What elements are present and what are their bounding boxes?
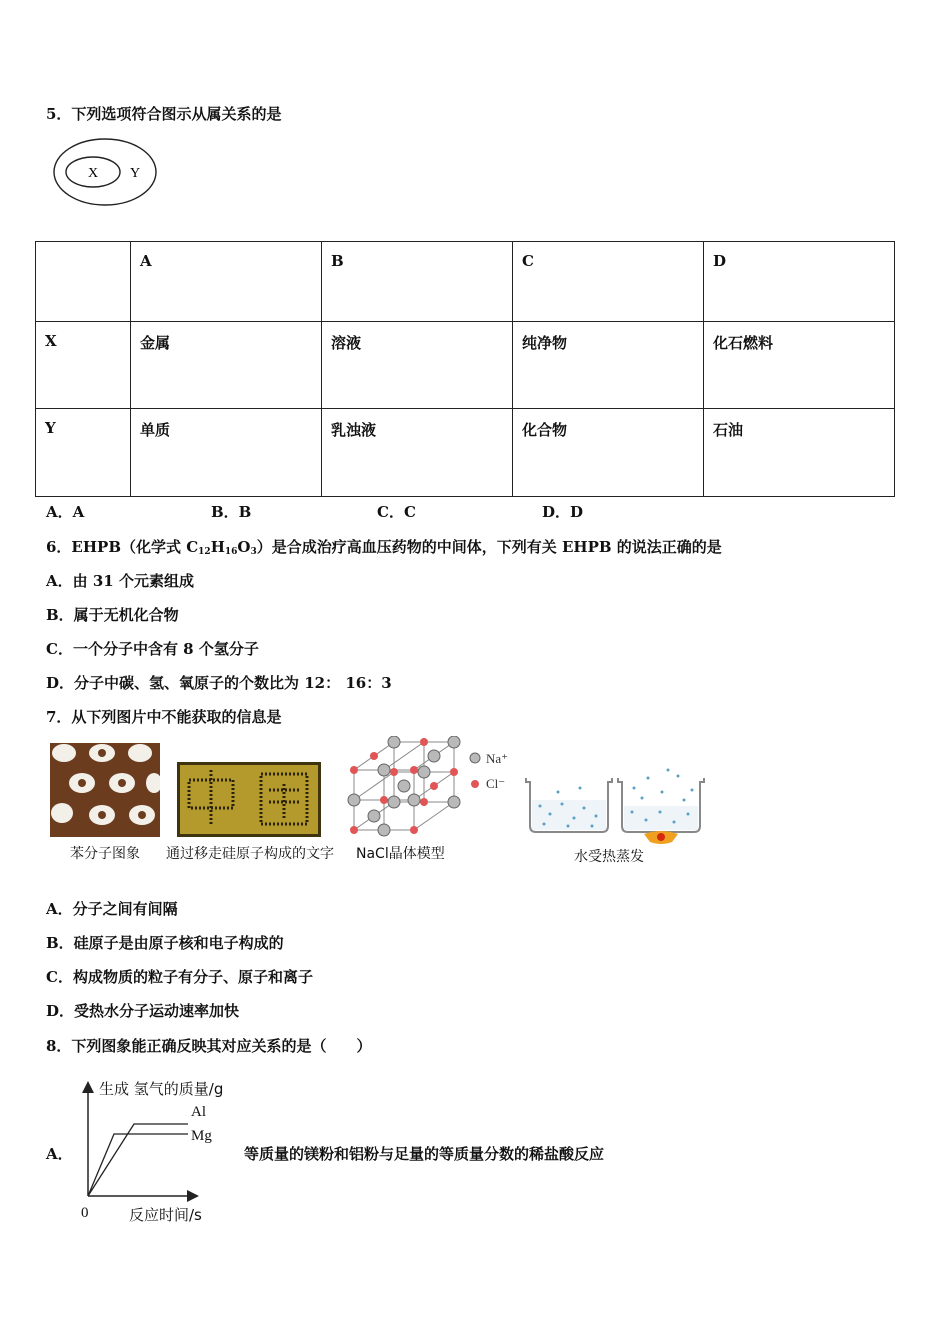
q5-options-table bbox=[35, 241, 895, 497]
choice-a[interactable]: A．A bbox=[46, 503, 85, 521]
caption-silicon: 通过移走硅原子构成的文字 bbox=[166, 846, 334, 862]
q7-option-b[interactable]: B．硅原子是由原子核和电子构成的 bbox=[46, 934, 284, 952]
q6-stem: 6．EHPB（化学式 $C_{12}H_{16}O_3$）是合成治疗高血压药物的中间体，下列有关 EHPB 的说法正确的是 bbox=[46, 538, 722, 557]
table-cell: 化合物 bbox=[513, 409, 704, 497]
venn-x-label: X bbox=[88, 166, 99, 181]
table-cell: D bbox=[704, 242, 895, 322]
nacl-crystal-model bbox=[344, 736, 516, 842]
graph-xlabel: 反应时间/s bbox=[129, 1206, 202, 1224]
graph-ylabel: 生成 氢气的质量/g bbox=[99, 1080, 224, 1098]
benzene-molecule-image bbox=[50, 743, 160, 837]
caption-nacl: NaCl晶体模型 bbox=[356, 846, 445, 862]
choice-c[interactable]: C．C bbox=[377, 503, 416, 521]
graph-mg-label: Mg bbox=[191, 1128, 212, 1144]
table-cell: 单质 bbox=[131, 409, 322, 497]
table-cell: A bbox=[131, 242, 322, 322]
table-cell: 金属 bbox=[131, 321, 322, 409]
table-cell: 溶液 bbox=[322, 321, 513, 409]
q6-option-c[interactable]: C．一个分子中含有 8 个氢分子 bbox=[46, 640, 259, 658]
q7-stem: 7．从下列图片中不能获取的信息是 bbox=[46, 708, 282, 726]
venn-y-label: Y bbox=[130, 166, 141, 181]
cl-legend-label: Cl⁻ bbox=[486, 776, 506, 791]
mg-line bbox=[88, 1134, 188, 1196]
graph-origin: 0 bbox=[81, 1205, 89, 1221]
table-header-row bbox=[36, 242, 895, 322]
q6-option-b[interactable]: B．属于无机化合物 bbox=[46, 606, 179, 624]
q7-option-a[interactable]: A．分子之间有间隔 bbox=[46, 900, 178, 918]
graph-al-label: Al bbox=[191, 1104, 206, 1120]
water-evaporation-image bbox=[522, 766, 708, 846]
q5-stem: 5．下列选项符合图示从属关系的是 bbox=[46, 105, 282, 123]
table-row bbox=[36, 321, 895, 409]
q7-option-d[interactable]: D．受热水分子运动速率加快 bbox=[46, 1002, 240, 1020]
venn-diagram bbox=[52, 138, 162, 210]
q8-option-a-text: 等质量的镁粉和铝粉与足量的等质量分数的稀盐酸反应 bbox=[244, 1145, 605, 1163]
table-cell: B bbox=[322, 242, 513, 322]
table-cell: 化石燃料 bbox=[704, 321, 895, 409]
caption-water: 水受热蒸发 bbox=[574, 849, 644, 865]
table-cell: C bbox=[513, 242, 704, 322]
q6-option-d[interactable]: D．分子中碳、氢、氧原子的个数比为 12： 16：3 bbox=[46, 674, 392, 692]
na-legend-icon bbox=[470, 753, 480, 763]
table-cell: 纯净物 bbox=[513, 321, 704, 409]
table-cell: 乳浊液 bbox=[322, 409, 513, 497]
q7-option-c[interactable]: C．构成物质的粒子有分子、原子和离子 bbox=[46, 968, 313, 986]
silicon-atoms-text-image bbox=[177, 762, 321, 837]
q8-option-a-letter[interactable]: A． bbox=[46, 1145, 73, 1163]
cl-legend-icon bbox=[471, 780, 479, 788]
table-cell: X bbox=[36, 321, 131, 409]
q6-option-a[interactable]: A．由 31 个元素组成 bbox=[46, 572, 194, 590]
table-cell: Y bbox=[36, 409, 131, 497]
caption-benzene: 苯分子图象 bbox=[70, 846, 140, 862]
choice-b[interactable]: B．B bbox=[211, 503, 252, 521]
table-cell bbox=[36, 242, 131, 322]
table-cell: 石油 bbox=[704, 409, 895, 497]
q8-stem: 8．下列图象能正确反映其对应关系的是（ ） bbox=[46, 1037, 372, 1055]
table-row bbox=[36, 409, 895, 497]
venn-outer-ellipse bbox=[54, 139, 156, 205]
choice-d[interactable]: D．D bbox=[542, 503, 584, 521]
na-legend-label: Na⁺ bbox=[486, 751, 509, 766]
